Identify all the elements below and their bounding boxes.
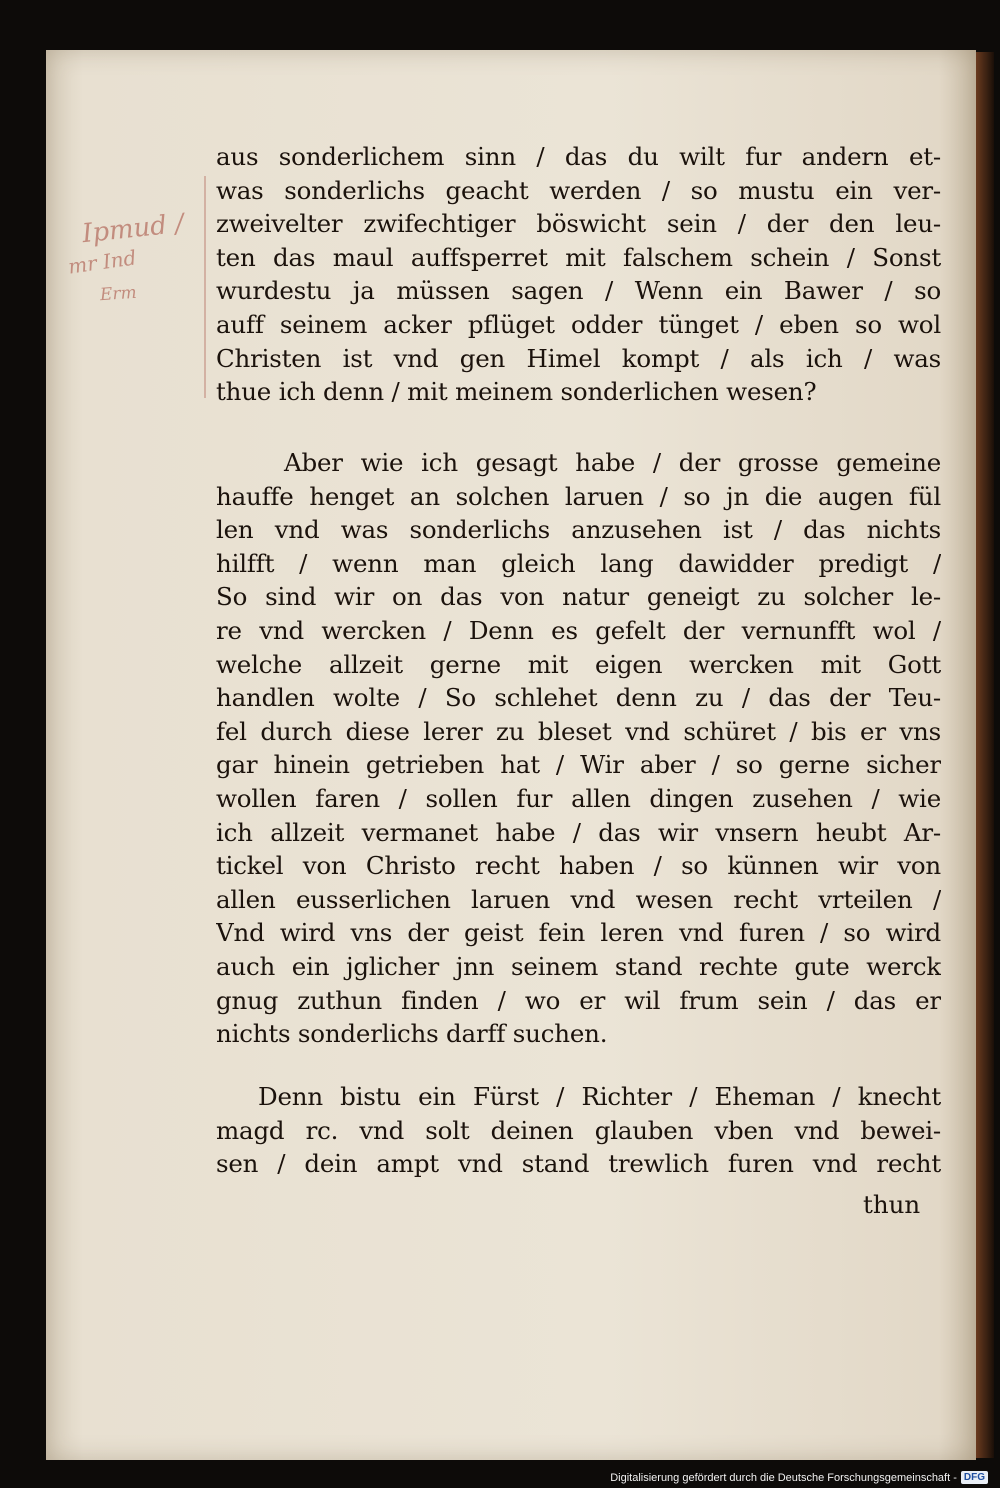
footer-text: Digitalisierung gefördert durch die Deutsche Forschungsgemeinschaft - [610, 1471, 957, 1484]
text-line: auch ein jglicher jnn seinem stand rechte gute werck [216, 951, 941, 981]
text-line: ich allzeit vermanet habe / das wir vnsern heubt Ar- [216, 817, 941, 847]
text-line: auff seinem acker pflüget odder tünget / eben so wol [216, 309, 941, 339]
margin-rule [204, 176, 206, 398]
text-line: re vnd wercken / Denn es gefelt der vernunfft wol / [216, 615, 941, 645]
text-line: fel durch diese lerer zu bleset vnd schüret / bis er vns [216, 716, 941, 746]
text-line: wurdestu ja müssen sagen / Wenn ein Bawer / so [216, 276, 941, 306]
text-line: gnug zuthun finden / wo er wil frum sein / das er [216, 985, 941, 1015]
paragraph-1 [216, 140, 941, 409]
paragraph-3 [216, 1080, 941, 1181]
text-line: len vnd was sonderlichs anzusehen ist / das nichts [216, 515, 941, 545]
dfg-logo-icon: DFG [961, 1471, 988, 1484]
text-line: So sind wir on das von natur geneigt zu solcher le- [216, 582, 941, 612]
marginal-note: Ipmud / [80, 208, 186, 250]
text-line: gar hinein getrieben hat / Wir aber / so gerne sicher [216, 750, 941, 780]
text-line: ten das maul auffsperret mit falschem schein / Sonst [216, 242, 941, 272]
text-line: Christen ist vnd gen Himel kompt / als ich / was [216, 343, 941, 373]
marginal-note: Erm [99, 282, 138, 306]
page-edge [976, 52, 994, 1458]
paragraph-2 [216, 446, 941, 1051]
footer-credit [610, 1471, 988, 1484]
text-line: wollen faren / sollen fur allen dingen zusehen / wie [216, 783, 941, 813]
text-line: tickel von Christo recht haben / so künnen wir von [216, 851, 941, 881]
text-line: magd rc. vnd solt deinen glauben vben vnd bewei- [216, 1115, 941, 1145]
catchword: thun [863, 1190, 921, 1219]
text-line: Denn bistu ein Fürst / Richter / Eheman / knecht [258, 1082, 941, 1111]
text-line: zweivelter zwifechtiger böswicht sein / der den leu- [216, 209, 941, 239]
text-line: thue ich denn / mit meinem sonderlichen wesen? [216, 377, 817, 407]
text-line: handlen wolte / So schlehet denn zu / das der Teu- [216, 683, 941, 713]
text-line: nichts sonderlichs darff suchen. [216, 1019, 608, 1049]
text-line: sen / dein ampt vnd stand trewlich furen vnd recht [216, 1149, 941, 1179]
text-line: Vnd wird vns der geist fein leren vnd furen / so wird [216, 918, 941, 948]
text-line: welche allzeit gerne mit eigen wercken mit Gott [216, 649, 941, 679]
text-line: aus sonderlichem sinn / das du wilt fur andern et- [216, 142, 941, 171]
text-line: was sonderlichs geacht werden / so mustu ein ver- [216, 175, 941, 205]
text-line: allen eusserlichen laruen vnd wesen recht vrteilen / [216, 884, 941, 914]
text-line: hilfft / wenn man gleich lang dawidder predigt / [216, 548, 941, 578]
text-line: Aber wie ich gesagt habe / der grosse gemeine [284, 448, 941, 477]
text-line: hauffe henget an solchen laruen / so jn die augen fül [216, 481, 941, 511]
marginal-note: mr Ind [66, 245, 138, 279]
